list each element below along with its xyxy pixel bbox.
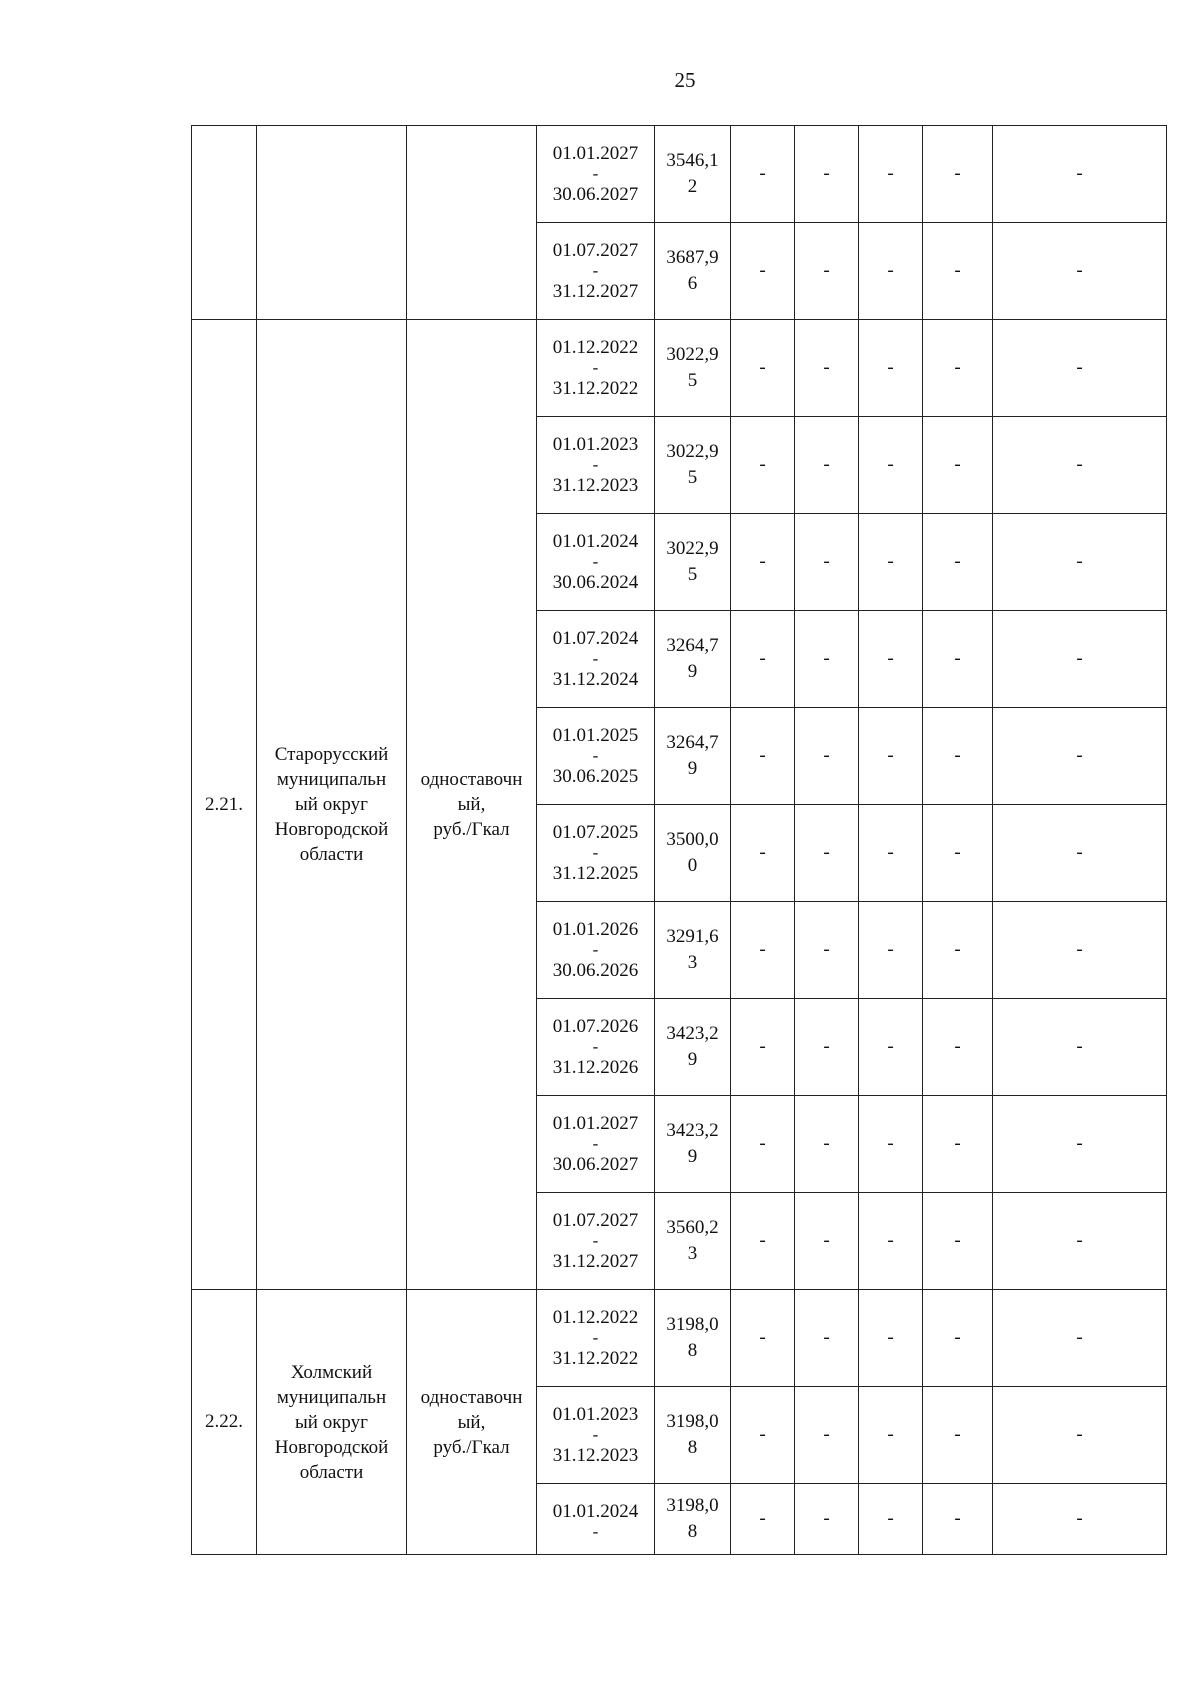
period-end: 31.12.2027: [552, 1251, 639, 1272]
cell-dash: -: [859, 805, 923, 902]
type-line: руб./Гкал: [433, 819, 510, 840]
value-part: 9: [687, 758, 698, 779]
cell-value: [655, 902, 731, 999]
row-number: 2.21.: [192, 320, 257, 1290]
cell-dash: -: [859, 1290, 923, 1387]
cell-period: [537, 1096, 655, 1193]
name-line: муниципальн: [276, 1386, 387, 1408]
name-line: Новгородской: [274, 819, 389, 840]
cell-dash: -: [993, 1387, 1167, 1484]
cell-dash: -: [859, 223, 923, 320]
cell-period: [537, 417, 655, 514]
period-end: 30.06.2024: [552, 572, 639, 593]
cell-period: [537, 1193, 655, 1290]
cell-dash: -: [923, 611, 993, 708]
cell-dash: -: [993, 708, 1167, 805]
cell-dash: -: [859, 611, 923, 708]
period-dash: -: [592, 940, 599, 959]
cell-dash: -: [923, 902, 993, 999]
page-number: 25: [674, 68, 696, 92]
cell-dash: -: [795, 514, 859, 611]
cell-dash: -: [731, 126, 795, 223]
cell-period: [537, 514, 655, 611]
period-dash: -: [592, 1231, 599, 1250]
cell-dash: -: [923, 126, 993, 223]
cell-dash: -: [859, 126, 923, 223]
cell-value: [655, 514, 731, 611]
period-start: 01.01.2023: [552, 434, 639, 455]
period-end: 31.12.2026: [552, 1057, 639, 1078]
cell-dash: -: [731, 1096, 795, 1193]
period-start: 01.07.2024: [552, 628, 639, 649]
value-part: 3: [687, 1243, 698, 1264]
period-start: 01.07.2026: [552, 1016, 639, 1037]
period-end: 31.12.2025: [552, 863, 639, 884]
cell-dash: -: [795, 805, 859, 902]
cell-dash: -: [859, 417, 923, 514]
type-line: одноставочн: [420, 1386, 523, 1408]
cell-dash: -: [923, 1290, 993, 1387]
period-start: 01.01.2026: [552, 919, 639, 940]
cell-dash: -: [859, 999, 923, 1096]
cell-dash: -: [993, 1193, 1167, 1290]
period-dash: -: [592, 358, 599, 377]
value-part: 8: [687, 1521, 698, 1542]
cell-period: [537, 1387, 655, 1484]
tariff-type: [407, 320, 537, 1290]
cell-value: [655, 708, 731, 805]
value-part: 5: [687, 564, 698, 585]
period-dash: -: [592, 1134, 599, 1153]
cell-dash: -: [859, 1387, 923, 1484]
cell-dash: -: [993, 805, 1167, 902]
cell-value: [655, 417, 731, 514]
period-end: 30.06.2027: [552, 1154, 639, 1175]
period-start: 01.01.2023: [552, 1404, 639, 1425]
cell-dash: -: [795, 1290, 859, 1387]
cell-dash: -: [923, 514, 993, 611]
period-end: 31.12.2027: [552, 281, 639, 302]
cell-dash: -: [923, 320, 993, 417]
value-part: 3500,0: [666, 829, 719, 850]
cell-dash: -: [993, 223, 1167, 320]
cell-dash: -: [731, 514, 795, 611]
value-part: 3291,6: [666, 926, 719, 947]
cell-dash: -: [731, 902, 795, 999]
cell-dash: -: [859, 514, 923, 611]
period-end: 31.12.2023: [552, 475, 639, 496]
type-line: ый,: [457, 794, 486, 815]
period-start: 01.07.2025: [552, 822, 639, 843]
name-line: области: [299, 1461, 364, 1483]
value-part: 0: [687, 855, 698, 876]
period-end: 30.06.2027: [552, 184, 639, 205]
cell-dash: -: [923, 223, 993, 320]
period-dash: -: [592, 746, 599, 765]
cell-dash: -: [795, 611, 859, 708]
cell-value: [655, 223, 731, 320]
period-dash: -: [592, 649, 599, 668]
type-line: одноставочн: [420, 769, 523, 790]
cell-period: [537, 1484, 655, 1555]
cell-dash: -: [993, 320, 1167, 417]
cell-dash: -: [923, 1193, 993, 1290]
value-part: 3423,2: [666, 1120, 719, 1141]
cell-dash: -: [923, 417, 993, 514]
table-row: [192, 1290, 1167, 1387]
value-part: 5: [687, 370, 698, 391]
cell-value: [655, 1193, 731, 1290]
cell-period: [537, 1290, 655, 1387]
cell-dash: -: [731, 1290, 795, 1387]
period-dash: -: [592, 1425, 599, 1444]
type-line: руб./Гкал: [433, 1436, 510, 1458]
name-line: Новгородской: [274, 1436, 389, 1458]
table-row: [192, 126, 1167, 223]
value-part: 3560,2: [666, 1217, 719, 1238]
cell-dash: -: [923, 805, 993, 902]
cell-dash: -: [795, 1484, 859, 1555]
table-row: [192, 320, 1167, 417]
period-dash: -: [592, 455, 599, 474]
value-part: 2: [687, 176, 698, 197]
cell-value: [655, 1290, 731, 1387]
cell-dash: -: [859, 1484, 923, 1555]
name-line: ый округ: [295, 1411, 368, 1433]
value-part: 3546,1: [666, 150, 719, 171]
cell-value: [655, 999, 731, 1096]
name-line: Старорусский: [274, 744, 389, 765]
cell-period: [537, 902, 655, 999]
cell-dash: -: [859, 320, 923, 417]
period-start: 01.07.2027: [552, 240, 639, 261]
cell-dash: -: [795, 223, 859, 320]
name-line: Холмский: [290, 1361, 373, 1383]
period-start: 01.12.2022: [552, 337, 639, 358]
cell-dash: -: [859, 1096, 923, 1193]
value-part: 9: [687, 661, 698, 682]
period-dash: -: [592, 1037, 599, 1056]
value-part: 9: [687, 1146, 698, 1167]
period-start: 01.01.2027: [552, 143, 639, 164]
value-part: 8: [687, 1437, 698, 1458]
cell-dash: -: [993, 126, 1167, 223]
period-end: 31.12.2024: [552, 669, 639, 690]
cell-dash: -: [993, 611, 1167, 708]
cell-dash: -: [731, 223, 795, 320]
value-part: 3687,9: [666, 247, 719, 268]
period-end: 30.06.2026: [552, 960, 639, 981]
value-part: 3264,7: [666, 635, 719, 656]
value-part: 3423,2: [666, 1023, 719, 1044]
period-end: 30.06.2025: [552, 766, 639, 787]
cell-dash: -: [731, 320, 795, 417]
value-part: 3198,0: [666, 1411, 719, 1432]
cell-dash: -: [731, 1484, 795, 1555]
period-start: 01.12.2022: [552, 1307, 639, 1328]
value-part: 3198,0: [666, 1314, 719, 1335]
value-part: 5: [687, 467, 698, 488]
period-end: 31.12.2022: [552, 1348, 639, 1369]
cell-dash: -: [923, 1387, 993, 1484]
period-dash: -: [592, 164, 599, 183]
cell-dash: -: [993, 514, 1167, 611]
cell-dash: -: [923, 708, 993, 805]
period-start: 01.01.2027: [552, 1113, 639, 1134]
cell-period: [537, 320, 655, 417]
period-dash: -: [592, 261, 599, 280]
cell-value: [655, 1484, 731, 1555]
type-line: ый,: [457, 1411, 486, 1433]
cell-dash: -: [731, 999, 795, 1096]
cell-dash: -: [731, 1387, 795, 1484]
cell-value: [655, 611, 731, 708]
period-end: 31.12.2022: [552, 378, 639, 399]
tariff-type: [407, 1290, 537, 1555]
cell-dash: -: [993, 902, 1167, 999]
cell-dash: -: [795, 1193, 859, 1290]
cell-dash: -: [923, 1484, 993, 1555]
cell-dash: -: [795, 999, 859, 1096]
cell-name: [257, 126, 407, 320]
cell-dash: -: [923, 999, 993, 1096]
cell-dash: -: [731, 611, 795, 708]
period-dash: -: [592, 1521, 599, 1541]
municipality-name: [257, 1290, 407, 1555]
cell-dash: -: [993, 1096, 1167, 1193]
cell-value: [655, 320, 731, 417]
value-part: 3: [687, 952, 698, 973]
cell-dash: -: [731, 417, 795, 514]
cell-value: [655, 805, 731, 902]
cell-dash: -: [795, 417, 859, 514]
value-part: 9: [687, 1049, 698, 1070]
tariff-table: [191, 125, 1167, 1555]
cell-dash: -: [795, 320, 859, 417]
cell-dash: -: [993, 1484, 1167, 1555]
cell-dash: -: [731, 708, 795, 805]
cell-period: [537, 999, 655, 1096]
value-part: 8: [687, 1340, 698, 1361]
value-part: 3198,0: [666, 1495, 719, 1516]
period-start: 01.01.2024: [552, 1500, 639, 1522]
value-part: 3022,9: [666, 538, 719, 559]
cell-dash: -: [795, 1096, 859, 1193]
cell-num: [192, 126, 257, 320]
period-dash: -: [592, 843, 599, 862]
cell-dash: -: [795, 902, 859, 999]
cell-dash: -: [795, 708, 859, 805]
cell-dash: -: [859, 1193, 923, 1290]
cell-type: [407, 126, 537, 320]
period-start: 01.07.2027: [552, 1210, 639, 1231]
cell-dash: -: [859, 902, 923, 999]
name-line: ый округ: [295, 794, 368, 815]
cell-dash: -: [993, 999, 1167, 1096]
cell-dash: -: [795, 126, 859, 223]
cell-value: [655, 126, 731, 223]
cell-period: [537, 126, 655, 223]
groups-body: [192, 320, 1167, 1555]
cell-dash: -: [795, 1387, 859, 1484]
period-start: 01.01.2024: [552, 531, 639, 552]
value-part: 3022,9: [666, 441, 719, 462]
name-line: области: [299, 844, 364, 865]
period-dash: -: [592, 552, 599, 571]
cell-period: [537, 708, 655, 805]
cell-dash: -: [993, 417, 1167, 514]
cell-value: [655, 1096, 731, 1193]
cell-value: [655, 1387, 731, 1484]
cell-dash: -: [731, 805, 795, 902]
cell-dash: -: [993, 1290, 1167, 1387]
cell-period: [537, 805, 655, 902]
period-end: 31.12.2023: [552, 1445, 639, 1466]
cell-dash: -: [923, 1096, 993, 1193]
name-line: муниципальн: [276, 769, 387, 790]
cell-period: [537, 611, 655, 708]
cell-period: [537, 223, 655, 320]
value-part: 6: [687, 273, 698, 294]
cell-dash: -: [859, 708, 923, 805]
row-number: 2.22.: [192, 1290, 257, 1555]
value-part: 3264,7: [666, 732, 719, 753]
value-part: 3022,9: [666, 344, 719, 365]
municipality-name: [257, 320, 407, 1290]
cell-dash: -: [731, 1193, 795, 1290]
period-start: 01.01.2025: [552, 725, 639, 746]
period-dash: -: [592, 1328, 599, 1347]
